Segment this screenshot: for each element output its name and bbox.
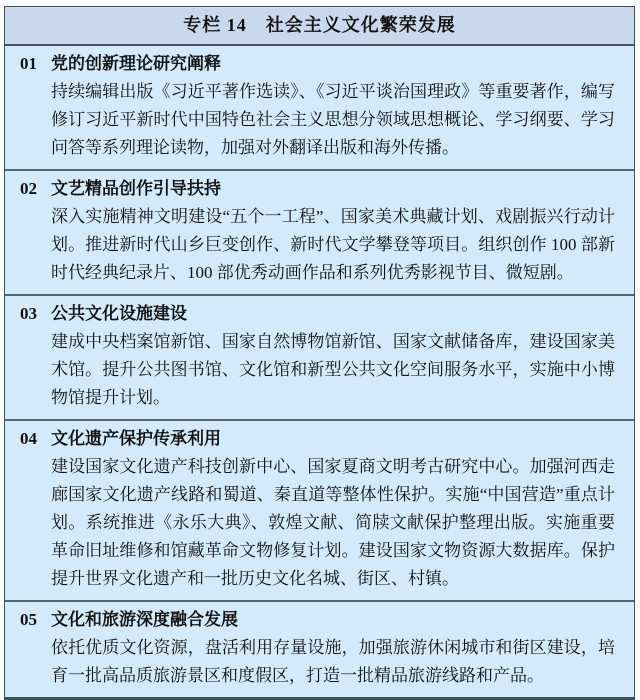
section-03 bbox=[5, 294, 634, 419]
section-01 bbox=[5, 46, 634, 169]
section-text: 建成中央档案馆新馆、国家自然博物馆新馆、国家文献储备库，建设国家美术馆。提升公共图书馆、文化馆和新型公共文化空间服务水平，实施中小博物馆提升计划。 bbox=[51, 332, 615, 407]
section-text: 依托优质文化资源，盘活利用存量设施，加强旅游休闲城市和街区建设，培育一批高品质旅游景区和度假区，打造一批精品旅游线路和产品。 bbox=[51, 638, 615, 685]
section-04 bbox=[5, 419, 634, 600]
section-05 bbox=[5, 600, 634, 697]
section-text: 持续编辑出版《习近平著作选读》、《习近平谈治国理政》等重要著作，编写修订习近平新时代中国特色社会主义思想分领域思想概论、学习纲要、学习问答等系列理论读物，加强对外翻译出版和海外传播。 bbox=[51, 82, 615, 157]
panel-title: 专栏 14 社会主义文化繁荣发展 bbox=[5, 7, 634, 46]
section-heading: 党的创新理论研究阐释 bbox=[51, 54, 221, 73]
section-number: 01 bbox=[20, 54, 37, 73]
section-02 bbox=[5, 169, 634, 294]
section-number: 04 bbox=[20, 429, 37, 448]
section-number: 05 bbox=[20, 610, 37, 629]
section-text: 建设国家文化遗产科技创新中心、国家夏商文明考古研究中心。加强河西走廊国家文化遗产线路和蜀道、秦直道等整体性保护。实施“中国营造”重点计划。系统推进《永乐大典》、敦煌文献、简牍文献保护整理出版。实施重要革命旧址维修和馆藏革命文物修复计划。建设国家文物资源大数据库。保护提升世界文化遗产和一批历史文化名城、街区、村镇。 bbox=[51, 457, 615, 588]
section-number: 02 bbox=[20, 179, 37, 198]
section-heading: 公共文化设施建设 bbox=[51, 304, 187, 323]
section-heading: 文化遗产保护传承利用 bbox=[51, 429, 221, 448]
section-text: 深入实施精神文明建设“五个一工程”、国家美术典藏计划、戏剧振兴行动计划。推进新时代山乡巨变创作、新时代文学攀登等项目。组织创作 100 部新时代经典纪录片、100 部优秀动画作品和系列优秀影视节目、微短剧。 bbox=[51, 207, 615, 282]
policy-column-panel bbox=[4, 6, 635, 700]
section-number: 03 bbox=[20, 304, 37, 323]
section-heading: 文化和旅游深度融合发展 bbox=[51, 610, 238, 629]
section-heading: 文艺精品创作引导扶持 bbox=[51, 179, 221, 198]
